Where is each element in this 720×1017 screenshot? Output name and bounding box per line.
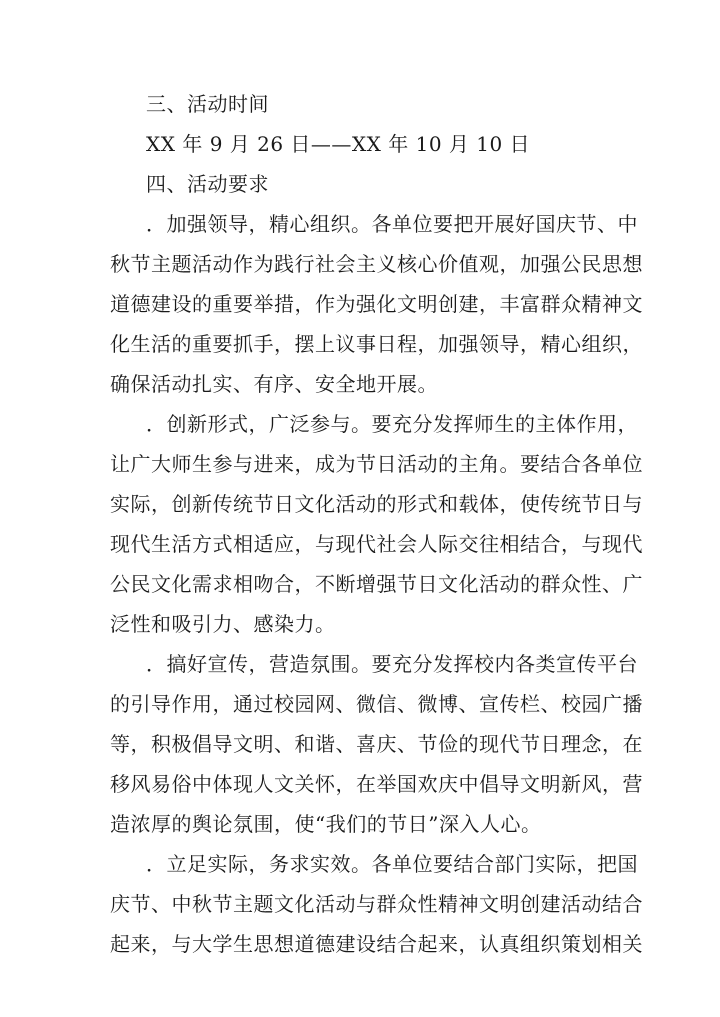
paragraph-line: 现代生活方式相适应，与现代社会人际交往相结合，与现代 [110, 532, 643, 556]
requirement-paragraph-3 [110, 644, 643, 844]
requirement-paragraph-2 [110, 404, 643, 644]
paragraph-line: 公民文化需求相吻合，不断增强节日文化活动的群众性、广 [110, 572, 643, 596]
paragraph-line: 道德建设的重要举措，作为强化文明创建，丰富群众精神文 [110, 292, 643, 316]
paragraph-line: 泛性和吸引力、感染力。 [110, 612, 336, 636]
document-body [110, 84, 643, 964]
paragraph-line: 让广大师生参与进来，成为节日活动的主角。要结合各单位 [110, 452, 643, 476]
paragraph-line: 的引导作用，通过校园网、微信、微博、宣传栏、校园广播 [110, 692, 643, 716]
paragraph-line: 移风易俗中体现人文关怀，在举国欢庆中倡导文明新风，营 [110, 772, 643, 796]
paragraph-line: 庆节、中秋节主题文化活动与群众性精神文明创建活动结合 [110, 892, 643, 916]
requirement-paragraph-4 [110, 844, 643, 964]
paragraph-line: 造浓厚的舆论氛围，使“我们的节日”深入人心。 [110, 812, 542, 836]
paragraph-line: ．创新形式，广泛参与。要充分发挥师生的主体作用， [146, 412, 638, 436]
paragraph-line: 等，积极倡导文明、和谐、喜庆、节俭的现代节日理念，在 [110, 732, 643, 756]
paragraph-line: 秋节主题活动作为践行社会主义核心价值观，加强公民思想 [110, 252, 643, 276]
requirement-paragraph-1 [110, 204, 643, 404]
section-4-heading: 四、活动要求 [146, 172, 269, 196]
activity-time: XX 年 9 月 26 日——XX 年 10 月 10 日 [146, 132, 531, 156]
paragraph-line: ．搞好宣传，营造氛围。要充分发挥校内各类宣传平台 [146, 652, 638, 676]
paragraph-line: 确保活动扎实、有序、安全地开展。 [110, 372, 438, 396]
paragraph-line: 实际，创新传统节日文化活动的形式和载体，使传统节日与 [110, 492, 643, 516]
paragraph-line: 起来，与大学生思想道德建设结合起来，认真组织策划相关 [110, 932, 643, 956]
section-3-heading: 三、活动时间 [146, 92, 269, 116]
paragraph-line: 化生活的重要抓手，摆上议事日程，加强领导，精心组织， [110, 332, 643, 356]
paragraph-line: ．立足实际，务求实效。各单位要结合部门实际，把国 [146, 852, 638, 876]
paragraph-line: ．加强领导，精心组织。各单位要把开展好国庆节、中 [146, 212, 638, 236]
